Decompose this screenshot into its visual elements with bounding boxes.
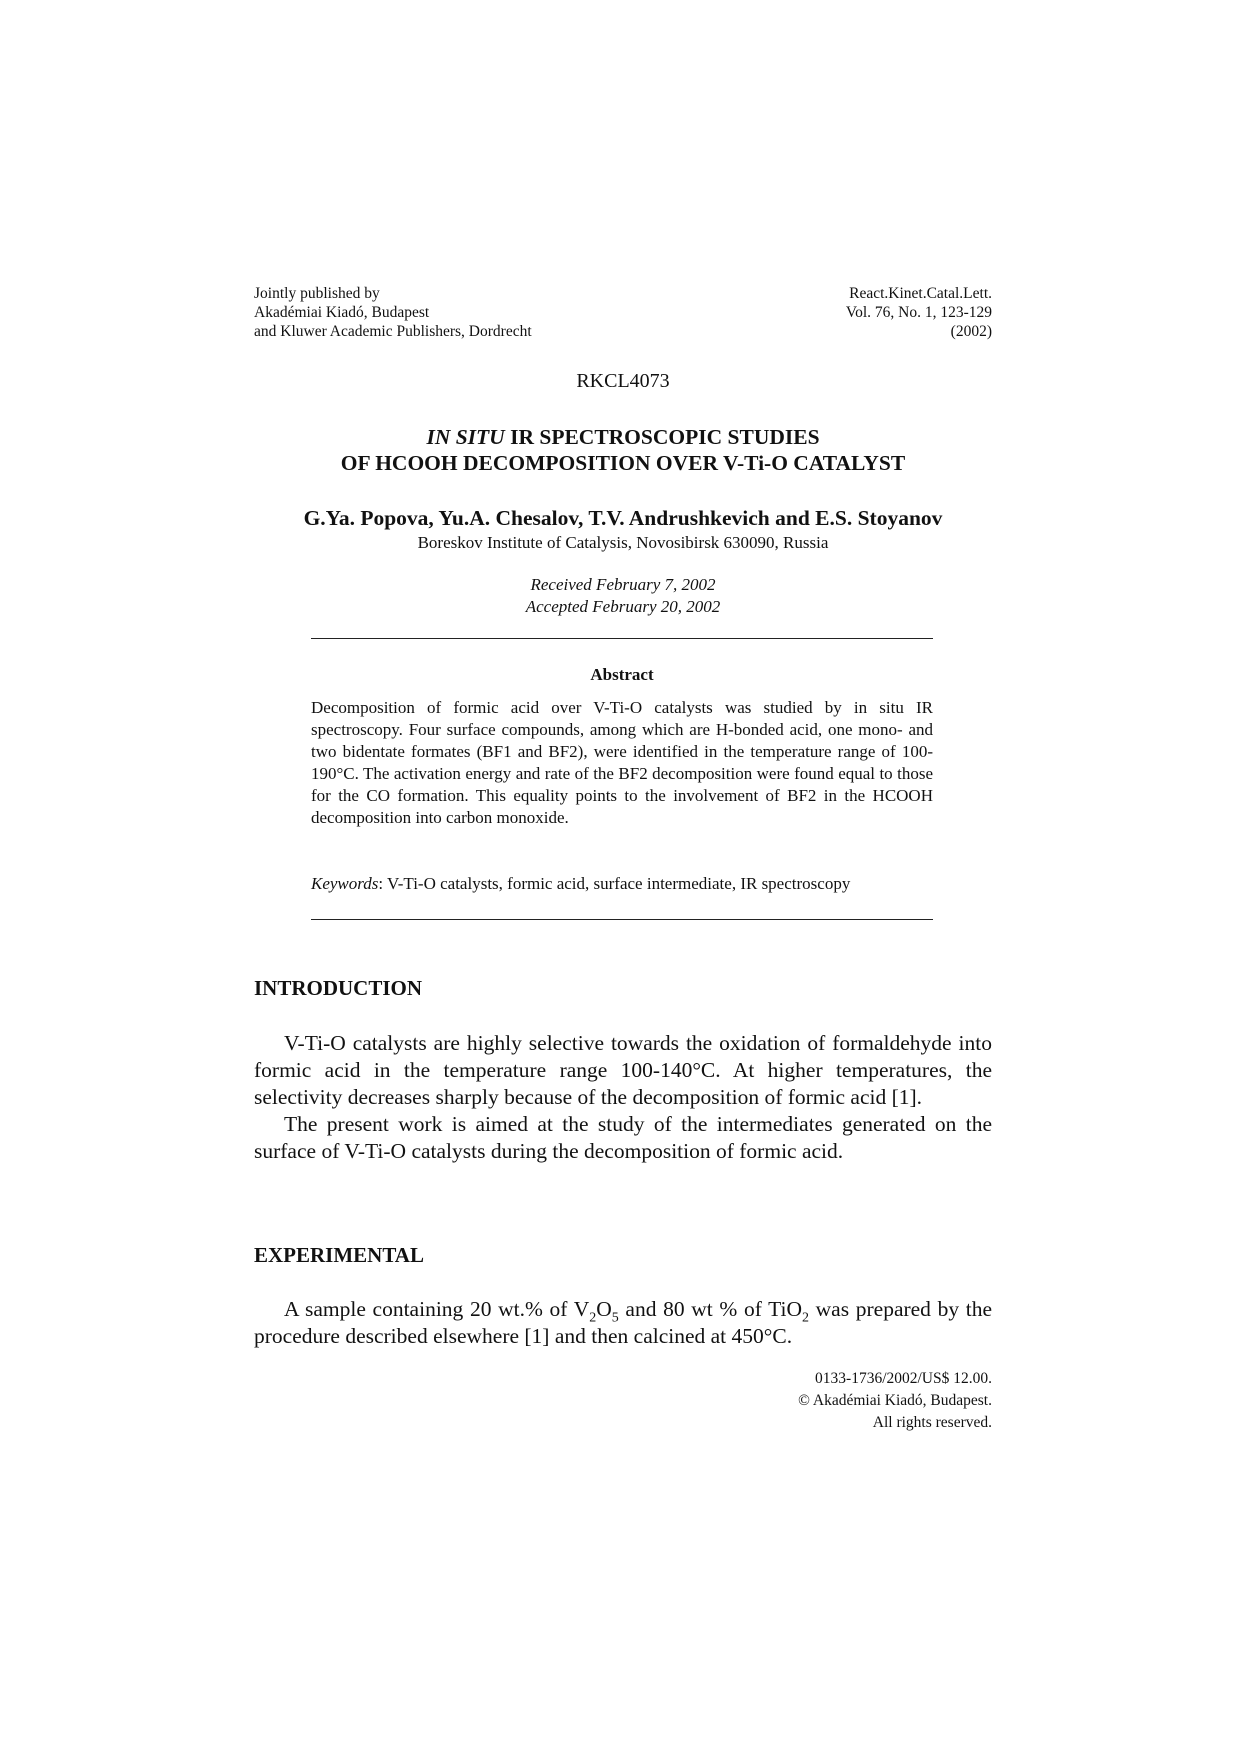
journal-line: Vol. 76, No. 1, 123-129 — [845, 304, 992, 321]
text-run: A sample containing 20 wt.% of V — [284, 1297, 590, 1321]
authors: G.Ya. Popova, Yu.A. Chesalov, T.V. Andrushkevich and E.S. Stoyanov — [303, 506, 943, 530]
abstract-text: Decomposition of formic acid over V-Ti-O catalysts was studied by in situ IR spectroscopy. Four surface compounds, among which are H-bonded acid, one mono- and two bidentate formates (BF1 and BF2), were identified in the temperature range of 100-190°C. The activation energy and rate of the BF2 decomposition were found equal to those for the CO formation. This equality points to the involvement of BF2 in the HCOOH decomposition into carbon monoxide. — [311, 698, 933, 827]
copyright-footer — [700, 1368, 992, 1434]
subscript: 2 — [802, 1310, 809, 1326]
footer-line: 0133-1736/2002/US$ 12.00. — [815, 1370, 992, 1387]
text-run: was prepared by the procedure described elsewhere [1] and then calcined at 450°C. — [254, 1297, 993, 1348]
paper-code: RKCL4073 — [576, 370, 670, 392]
introduction-paragraph-1: V-Ti-O catalysts are highly selective towards the oxidation of formaldehyde into formic acid in the temperature range 100-140°C. At higher temperatures, the selectivity decreases sharply because of the decomposition of formic acid [1]. — [254, 1031, 992, 1109]
experimental-paragraph — [254, 1296, 992, 1350]
introduction-paragraph-2: The present work is aimed at the study of the intermediates generated on the surface of V-Ti-O catalysts during the decomposition of formic acid. — [254, 1112, 992, 1163]
affiliation: Boreskov Institute of Catalysis, Novosibirsk 630090, Russia — [417, 533, 829, 552]
title-rest-part: IR SPECTROSCOPIC STUDIES — [504, 425, 820, 449]
journal-line: React.Kinet.Catal.Lett. — [849, 285, 992, 302]
subscript: 2 — [589, 1310, 597, 1326]
experimental-body — [254, 1296, 992, 1350]
journal-line: (2002) — [950, 323, 992, 340]
paper-title — [254, 424, 992, 476]
footer-line: All rights reserved. — [872, 1414, 992, 1431]
introduction-heading: INTRODUCTION — [254, 976, 423, 1000]
title-line-1 — [254, 424, 992, 450]
publisher-line: Jointly published by — [254, 285, 380, 302]
publisher-info — [254, 284, 674, 341]
experimental-heading: EXPERIMENTAL — [254, 1243, 424, 1267]
abstract-heading: Abstract — [590, 665, 654, 684]
dates — [254, 574, 992, 618]
publisher-line: and Kluwer Academic Publishers, Dordrecht — [254, 323, 532, 340]
title-italic-part: IN SITU — [426, 425, 505, 449]
publisher-line: Akadémiai Kiadó, Budapest — [254, 304, 430, 321]
received-date: Received February 7, 2002 — [530, 575, 716, 594]
title-line-2: OF HCOOH DECOMPOSITION OVER V-Ti-O CATALYST — [340, 451, 906, 475]
abstract-bottom-rule — [311, 919, 933, 920]
footer-line: © Akadémiai Kiadó, Budapest. — [798, 1392, 992, 1409]
keywords-text: : V-Ti-O catalysts, formic acid, surface intermediate, IR spectroscopy — [378, 874, 851, 893]
introduction-body — [254, 1030, 992, 1165]
text-run: O — [596, 1297, 612, 1321]
subscript: 5 — [611, 1310, 619, 1326]
accepted-date: Accepted February 20, 2002 — [525, 597, 721, 616]
text-run: and 80 wt % of TiO — [618, 1297, 803, 1321]
keywords — [311, 873, 933, 895]
abstract-top-rule — [311, 638, 933, 639]
journal-info — [700, 284, 992, 341]
keywords-label: Keywords — [311, 874, 379, 893]
